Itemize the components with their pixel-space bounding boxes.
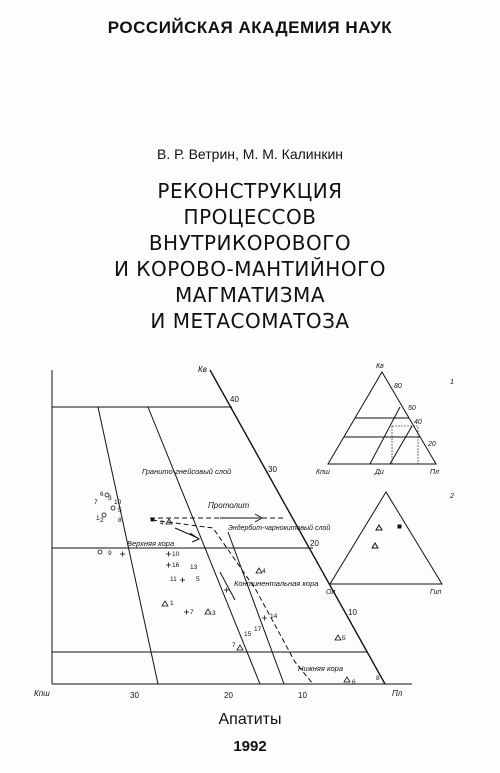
point-number: 3 [212,610,216,617]
square-marker [151,518,154,521]
scale-tick: 10 [348,608,357,617]
point-number: 7 [232,642,236,649]
title-line: ПРОЦЕССОВ [183,205,317,229]
triangle-marker [376,525,382,530]
protolith-label: Протолит [208,501,250,510]
inset2-triangle [330,492,442,584]
point-number: 6 [352,679,356,686]
point-number: 8 [118,517,122,524]
point-number: 10 [114,499,122,506]
title-line: РЕКОНСТРУКЦИЯ [157,179,343,203]
triangle-marker [344,677,350,682]
inset1-right: Пл [430,469,440,476]
inset2-number: 2 [450,493,454,500]
diag-3 [228,532,284,684]
enderbite-label: Эндербит-чарнокитовый слой [228,525,331,532]
inset1-tick: 20 [428,441,436,448]
point-number: 9 [108,550,112,557]
point-number: 3 [108,495,112,502]
upper-crust-label: Верхняя кора [127,539,175,548]
triangle-marker [237,645,243,650]
book-title [0,178,500,334]
point-number: 16 [172,562,180,569]
title-line: ВНУТРИКОРОВОГО [148,231,352,255]
plus-marker [184,610,189,615]
plus-marker [166,552,171,557]
triangle-marker [205,609,211,614]
title-line: И КОРОВО-МАНТИЙНОГО [113,257,387,281]
title-line: И МЕТАСОМАТОЗА [150,309,350,333]
point-number: 15 [244,631,252,638]
point-number: 7 [190,609,194,616]
title-line: МАГМАТИЗМА [174,283,325,307]
scale-tick: 30 [268,465,277,474]
publication-city: Апатиты [218,711,282,728]
triangle-marker [372,543,378,548]
inset1-line [390,426,412,464]
triangle-marker [166,519,172,524]
plus-marker [262,616,267,621]
inset1-left: Кпш [316,469,330,476]
inset1-number: 1 [450,379,454,386]
bottom-tick: 20 [224,691,233,700]
inset1-tick: 80 [394,383,402,390]
continental-crust-label: Континентальная кора [234,579,319,588]
cover-diagram [30,362,475,712]
inset1-middle: Ди [375,469,384,476]
point-number: 4 [262,568,266,575]
apex-label: Кв [198,365,207,374]
bottom-tick: 10 [298,691,307,700]
granite-layer-label [142,467,232,476]
point-number: 6 [100,491,104,498]
point-number: 17 [254,626,262,633]
bottom-tick: 30 [130,691,139,700]
circle-marker [102,513,106,517]
point-number: 2 [100,517,104,524]
point-number: 4 [160,520,164,527]
point-number: 11 [170,576,177,583]
lower-crust-label: Нижняя кора [298,664,344,673]
circle-marker [98,550,102,554]
inset-diagram-2 [330,492,442,584]
inset2-left: Ол [326,589,336,596]
inset1-hatch [392,426,418,464]
circle-marker [111,506,115,510]
inset2-labels [326,493,454,596]
point-number: 5 [342,635,346,642]
plus-marker [120,552,125,557]
point-number: 1 [96,515,100,522]
right-label: Пл [392,689,403,698]
square-marker [398,525,401,528]
granite-label: Гранито-гнейсовый слой [142,467,232,476]
point-number: 8 [376,675,380,682]
left-label: Кпш [34,689,50,698]
point-number: 10 [172,551,180,558]
inset-diagram-1 [328,372,436,464]
inset1-tick: 40 [414,419,422,426]
arrow-continental [220,572,235,600]
scale-tick: 20 [310,539,319,548]
point-number: 1 [170,600,174,607]
point-number: 14 [270,613,278,620]
triangle-marker [335,635,341,640]
point-number: 5 [196,576,200,583]
inset2-right: Гип [430,589,442,596]
publisher-name: РОССИЙСКАЯ АКАДЕМИЯ НАУК [107,18,393,37]
inset1-tick: 50 [408,405,416,412]
point-number: 5 [118,507,122,514]
arrow-upper-crust [175,528,199,542]
point-number: 13 [190,564,198,571]
plus-marker [166,563,171,568]
scale-tick: 40 [230,395,239,404]
plus-marker [180,578,185,583]
triangle-marker [162,601,168,606]
inset1-apex: Кв [376,363,384,370]
authors: В. Р. Ветрин, М. М. Калинкин [157,146,343,162]
point-number: 7 [94,499,98,506]
publication-year: 1992 [233,738,267,755]
main-labels [34,365,403,700]
arrow-protolith [220,514,262,522]
